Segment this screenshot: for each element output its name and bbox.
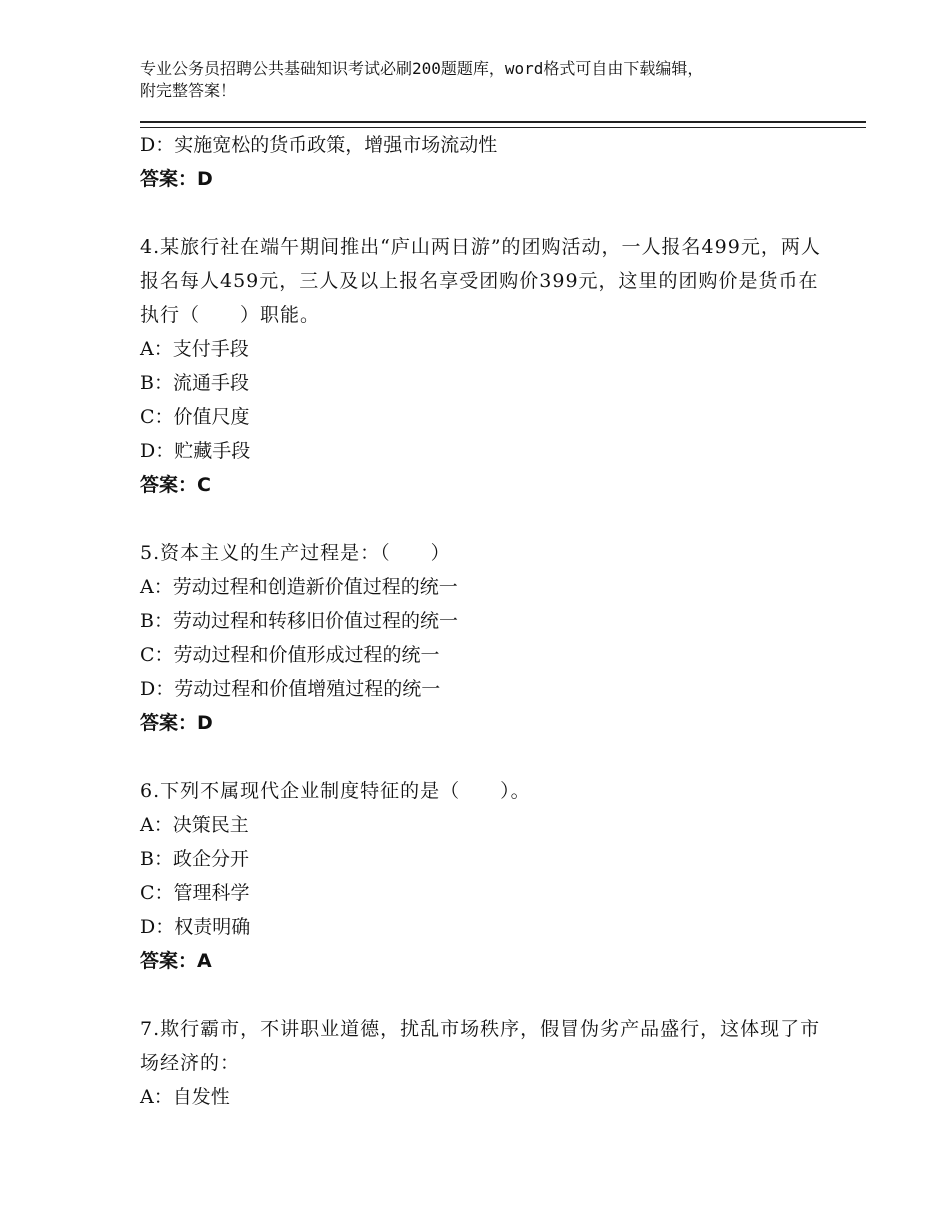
header-line-1: 专业公务员招聘公共基础知识考试必刷200题题库，word格式可自由下载编辑， — [140, 59, 704, 78]
option-c: C：价值尺度 — [140, 406, 250, 428]
answer: 答案：A — [140, 950, 212, 972]
document-body — [140, 128, 830, 1114]
question-6 — [140, 774, 830, 978]
option-b: B：流通手段 — [140, 372, 249, 394]
document-header — [140, 58, 840, 102]
option-c: C：管理科学 — [140, 882, 250, 904]
question-7 — [140, 1012, 830, 1114]
option-a: A：劳动过程和创造新价值过程的统一 — [140, 576, 458, 598]
answer: 答案：C — [140, 474, 211, 496]
header-line-2: 附完整答案！ — [140, 81, 237, 100]
spacer — [140, 196, 830, 230]
option-c: C：劳动过程和价值形成过程的统一 — [140, 644, 440, 666]
option-d: D：权责明确 — [140, 916, 251, 938]
question-stem: 5.资本主义的生产过程是：（ ） — [140, 542, 451, 564]
spacer — [140, 502, 830, 536]
answer: 答案：D — [140, 168, 213, 190]
option-b: B：政企分开 — [140, 848, 249, 870]
spacer — [140, 740, 830, 774]
option-a: A：决策民主 — [140, 814, 249, 836]
option-d: D：劳动过程和价值增殖过程的统一 — [140, 678, 441, 700]
question-stem: 7.欺行霸市，不讲职业道德，扰乱市场秩序，假冒伪劣产品盛行，这体现了市场经济的： — [140, 1018, 821, 1074]
question-stem: 4.某旅行社在端午期间推出“庐山两日游”的团购活动，一人报名499元，两人报名每人459元，三人及以上报名享受团购价399元，这里的团购价是货币在执行（ ）职能。 — [140, 236, 821, 326]
header-divider — [140, 121, 866, 128]
option-d: D：实施宽松的货币政策，增强市场流动性 — [140, 134, 498, 156]
option-d: D：贮藏手段 — [140, 440, 251, 462]
spacer — [140, 978, 830, 1012]
option-b: B：劳动过程和转移旧价值过程的统一 — [140, 610, 458, 632]
option-a: A：自发性 — [140, 1086, 230, 1108]
option-a: A：支付手段 — [140, 338, 249, 360]
question-5 — [140, 536, 830, 740]
question-4 — [140, 230, 830, 502]
question-stem: 6.下列不属现代企业制度特征的是（ ）。 — [140, 780, 531, 802]
answer: 答案：D — [140, 712, 213, 734]
